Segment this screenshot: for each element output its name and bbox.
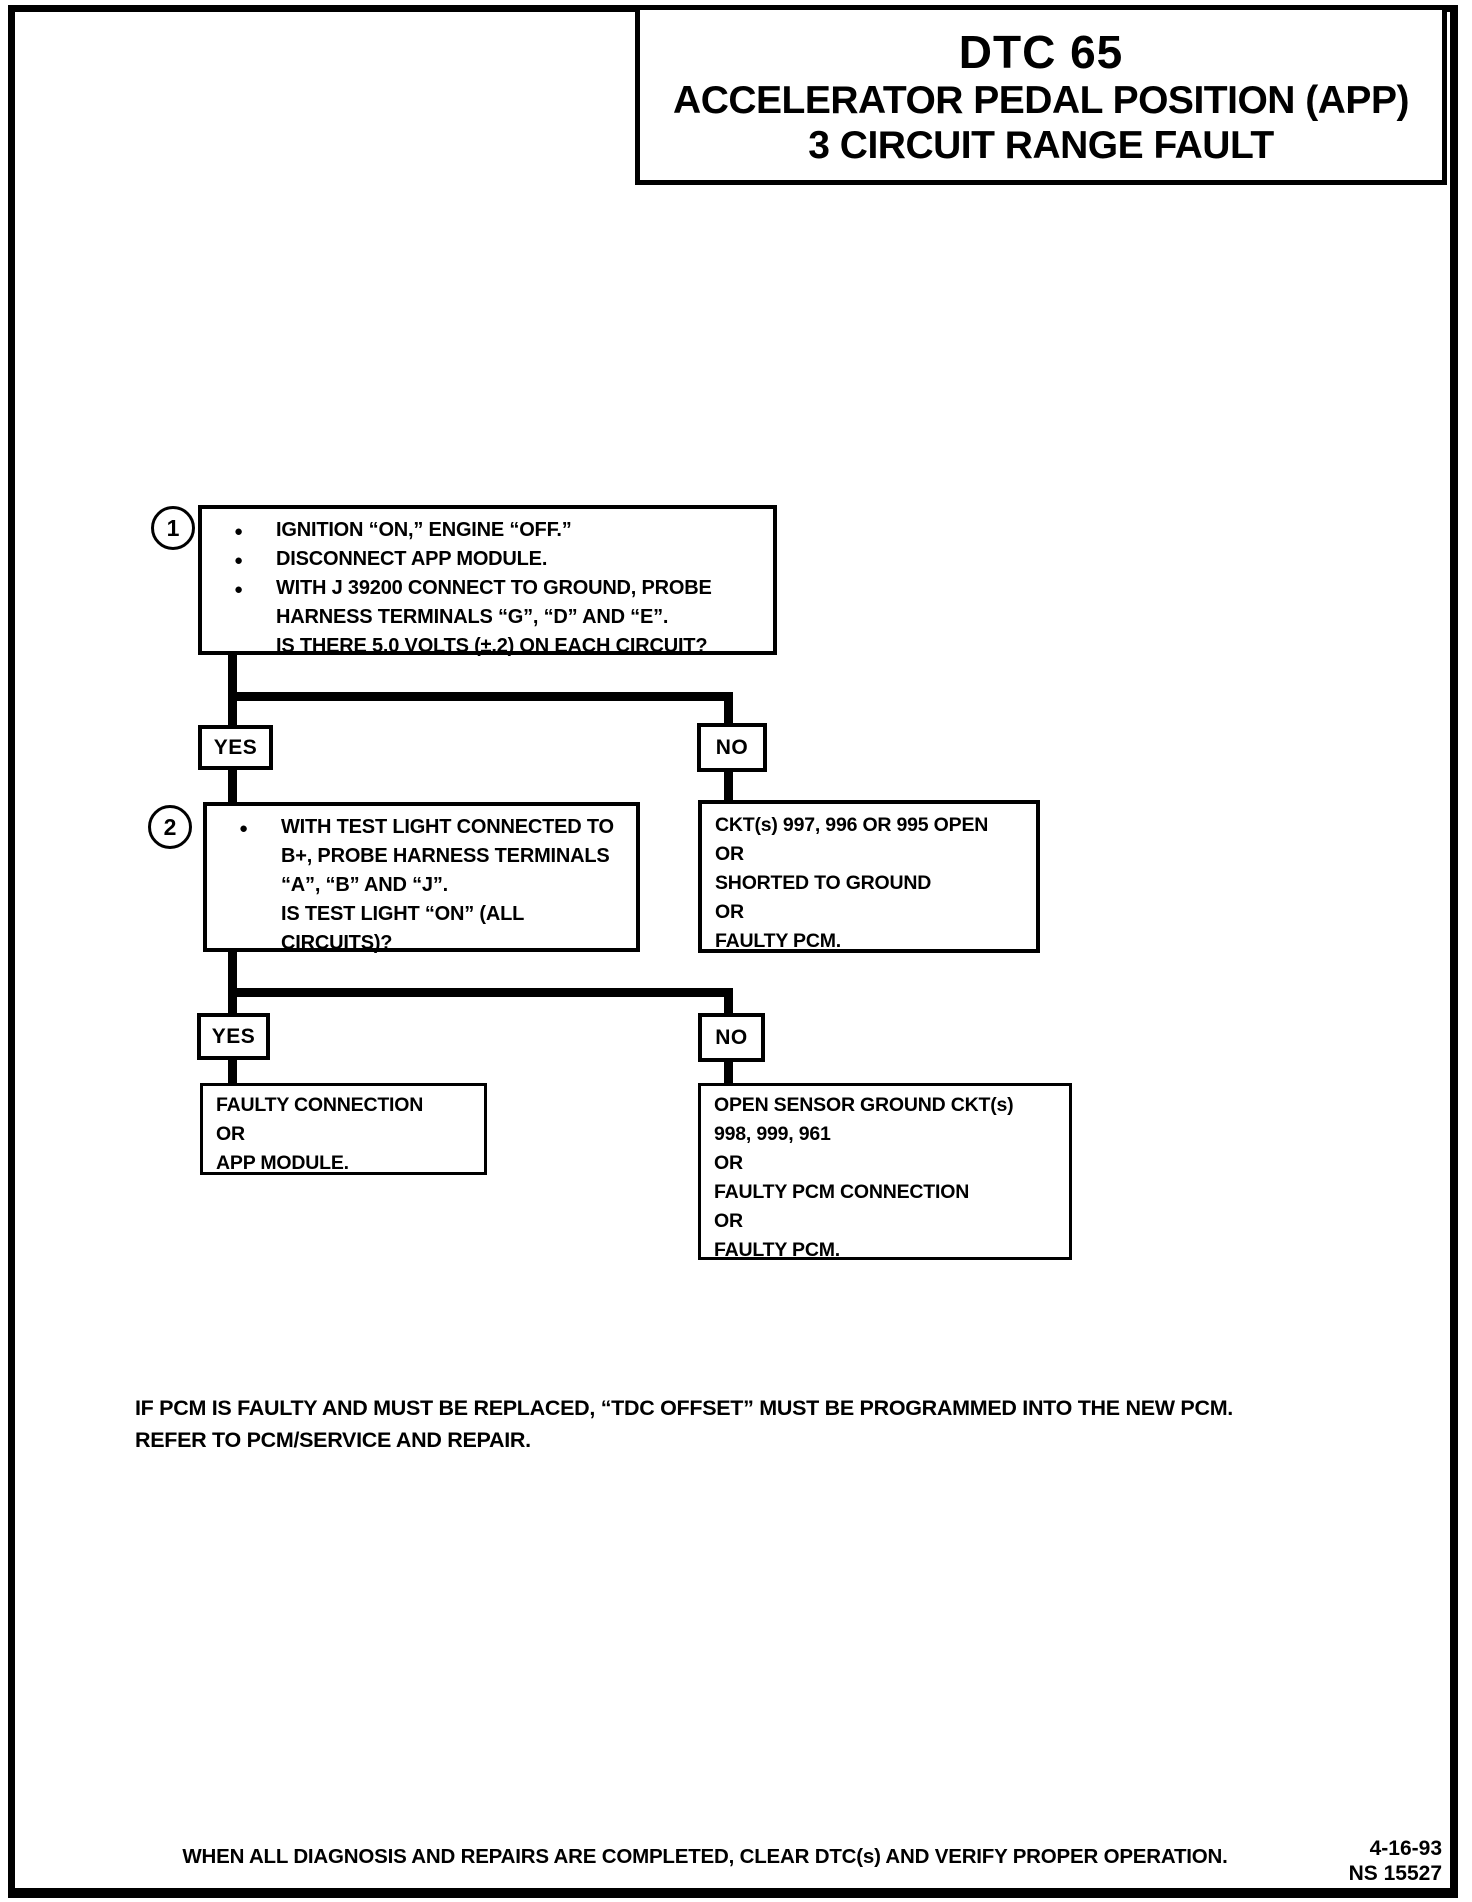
pcm-note xyxy=(135,1392,1233,1456)
step1-line: ● IGNITION “ON,” ENGINE “OFF.” xyxy=(202,516,773,545)
step1-no-result-line: FAULTY PCM. xyxy=(715,930,841,952)
step2-no-connector-line xyxy=(724,988,733,1013)
step2-yes-label-box xyxy=(197,1013,270,1060)
step1-number-circle xyxy=(151,506,195,550)
no2-to-result-line xyxy=(724,1062,733,1083)
step1-no-result-line: CKT(s) 997, 996 OR 995 OPEN xyxy=(715,814,989,836)
step1-no-result-line: SHORTED TO GROUND xyxy=(715,872,932,894)
page-subtitle: 3 CIRCUIT RANGE FAULT xyxy=(808,124,1274,167)
step1-yes-connector-line xyxy=(228,655,237,725)
step1-no-label: NO xyxy=(715,735,749,759)
step1-line: ● DISCONNECT APP MODULE. xyxy=(202,545,773,574)
step2-yes-label: YES xyxy=(211,1024,256,1048)
step2-number: 2 xyxy=(163,813,177,840)
document-number: NS 15527 xyxy=(1348,1862,1442,1885)
step2-no-result-line: OPEN SENSOR GROUND CKT(s) xyxy=(714,1094,1014,1116)
step1-number: 1 xyxy=(166,514,180,541)
step2-line: ● WITH TEST LIGHT CONNECTED TO xyxy=(207,813,636,842)
step1-branch-line xyxy=(228,692,733,701)
step2-box xyxy=(203,802,640,952)
step1-yes-label-box xyxy=(198,725,273,770)
step1-line: HARNESS TERMINALS “G”, “D” AND “E”. xyxy=(276,606,669,628)
pcm-note-line2: REFER TO PCM/SERVICE AND REPAIR. xyxy=(135,1428,531,1452)
step2-line: IS TEST LIGHT “ON” (ALL xyxy=(281,903,525,925)
step2-yes-result-line: FAULTY CONNECTION xyxy=(216,1094,424,1116)
yes1-to-step2-line xyxy=(228,770,237,802)
step2-branch-line xyxy=(228,988,733,997)
step2-yes-result-line: APP MODULE. xyxy=(216,1152,349,1174)
step1-no-connector-line xyxy=(724,692,733,723)
step2-number-circle xyxy=(148,805,192,849)
step1-yes-label: YES xyxy=(213,735,258,759)
step2-no-result-line: OR xyxy=(714,1152,743,1174)
step2-yes-connector-line xyxy=(228,952,237,1013)
step2-yes-result-box xyxy=(200,1083,487,1175)
step2-line: CIRCUITS)? xyxy=(281,932,393,954)
step2-no-result-line: FAULTY PCM. xyxy=(714,1239,840,1261)
step1-no-result-line: OR xyxy=(715,843,744,865)
dtc-code-title: DTC 65 xyxy=(958,26,1124,78)
title-box xyxy=(635,5,1447,185)
step1-no-label-box xyxy=(697,723,767,772)
step2-no-label-box xyxy=(698,1013,765,1062)
step2-no-result-line: OR xyxy=(714,1210,743,1232)
yes2-to-result-line xyxy=(228,1060,237,1083)
step2-no-label: NO xyxy=(715,1025,748,1049)
document-reference xyxy=(1349,1836,1442,1886)
step2-no-result-box xyxy=(698,1083,1072,1260)
step2-yes-result-line: OR xyxy=(216,1123,245,1145)
step2-no-result-line: FAULTY PCM CONNECTION xyxy=(714,1181,970,1203)
revision-date: 4-16-93 xyxy=(1369,1837,1442,1860)
step1-no-result-line: OR xyxy=(715,901,744,923)
step2-line: “A”, “B” AND “J”. xyxy=(281,874,448,896)
no1-to-result-line xyxy=(724,772,733,800)
step2-no-result-line: 998, 999, 961 xyxy=(714,1123,831,1145)
step2-line: B+, PROBE HARNESS TERMINALS xyxy=(281,845,610,867)
step1-no-result-box xyxy=(698,800,1040,953)
pcm-note-line1: IF PCM IS FAULTY AND MUST BE REPLACED, “TDC OFFSET” MUST BE PROGRAMMED INTO THE NEW PCM. xyxy=(135,1396,1233,1420)
step1-box xyxy=(198,505,777,655)
footer-instruction: WHEN ALL DIAGNOSIS AND REPAIRS ARE COMPLETED, CLEAR DTC(s) AND VERIFY PROPER OPERATION. xyxy=(182,1845,1228,1868)
page-title: ACCELERATOR PEDAL POSITION (APP) xyxy=(673,79,1409,122)
step1-line: ● WITH J 39200 CONNECT TO GROUND, PROBE xyxy=(202,574,773,603)
step1-line: IS THERE 5.0 VOLTS (±.2) ON EACH CIRCUIT? xyxy=(276,635,708,657)
